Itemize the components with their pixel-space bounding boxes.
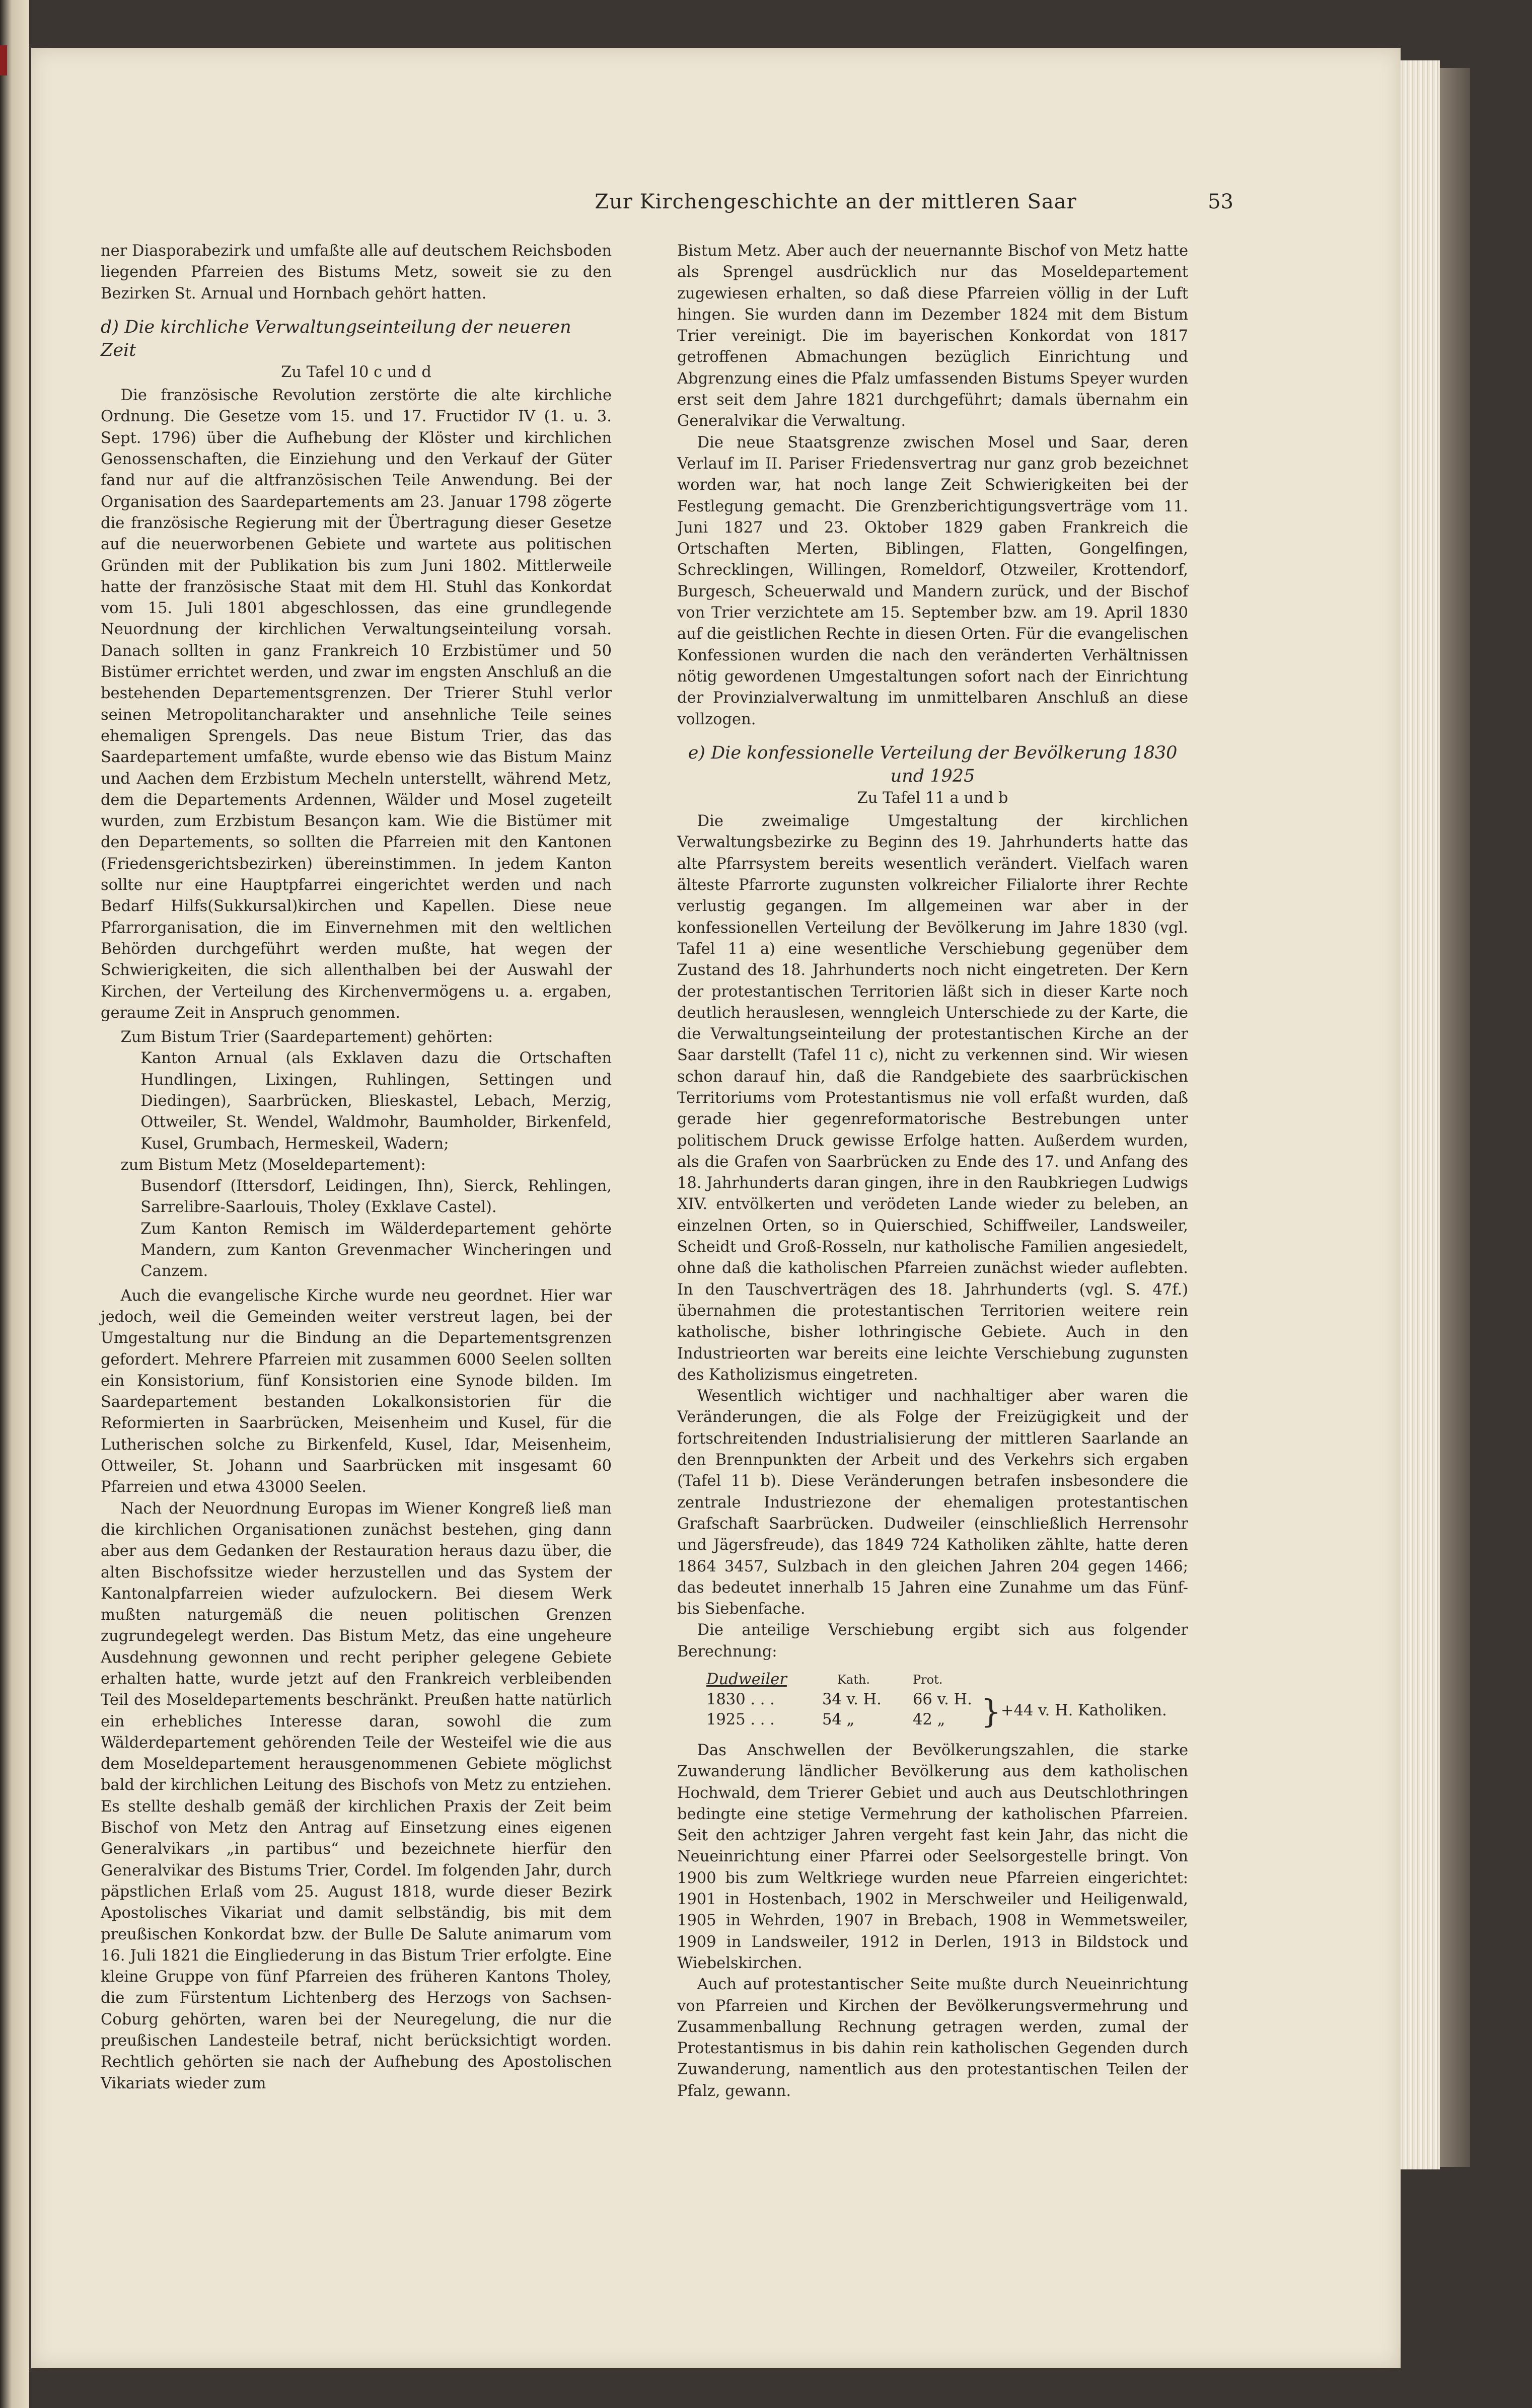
paragraph: Die französische Revolution zerstörte die alte kirchliche Ordnung. Die Gesetze vom 15. und 17. Fructidor IV (1. u. 3. Sept. 1796) über die Aufhebung der Klöster und kirchlichen Genossenschaften, die Einziehung und den Verkauf der Güter fand nur auf die altfranzösischen Teile Anwendung. Bei der Organisation des Saardepartements am 23. Januar 1798 zögerte die französische Regierung mit der Übertragung dieser Gesetze auf die neuerworbenen Gebiete und wartete aus politischen Gründen mit der Publikation bis zum Juni 1802. Mittlerweile hatte der französische Staat mit dem Hl. Stuhl das Konkordat vom 15. Juli 1801 abgeschlossen, das eine grundlegende Neuordnung der kirchlichen Verwaltungseinteilung vorsah. Danach sollten in ganz Frankreich 10 Erzbistümer und 50 Bistümer errichtet werden, und zwar im engsten Anschluß an die bestehenden Departementsgrenzen. Der Trierer Stuhl verlor seinen Metropolitancharakter und ansehnliche Teile seines ehemaligen Sprengels. Das neue Bistum Trier, das das Saardepartement umfaßte, wurde ebenso wie das Bistum Mainz und Aachen dem Erzbistum Mecheln unterstellt, während Metz, dem die Departements Ardennen, Wälder und Mosel zugeteilt wurden, zum Erzbistum Besançon kam. Wie die Bistümer mit den Departements, so sollten die Pfarreien mit den Kantonen (Friedensgerichtsbezirken) übereinstimmen. In jedem Kanton sollte nur eine Hauptpfarrei eingerichtet werden und nach Bedarf Hilfs(Sukkursal)kirchen und Kapellen. Diese neue Pfarrorganisation, die im Einvernehmen mit den weltlichen Behörden durchgeführt werden mußte, hat wegen der Schwierigkeiten, die sich allenthalben bei der Auswahl der Kirchen, der Verteilung des Kirchenvermögens u. a. ergaben, geraume Zeit in Anspruch genommen. [101,387,612,1022]
paragraph: Die neue Staatsgrenze zwischen Mosel und Saar, deren Verlauf im II. Pariser Friedensvertrag nur ganz grob bezeichnet worden war, hat noch lange Zeit Schwierigkeiten bei der Festlegung gemacht. Die Grenzberichtigungsverträge vom 11. Juni 1827 und 23. Oktober 1829 gaben Frankreich die Ortschaften Merten, Biblingen, Flatten, Gongelfingen, Schrecklingen, Willingen, Romeldorf, Otzweiler, Krottendorf, Burgesch, Scheuerwald und Mandern zurück, und der Bischof von Trier verzichtete am 15. September bzw. am 19. April 1830 auf die geistlichen Rechte in diesen Orten. Für die evangelischen Konfessionen wurden die nach den veränderten Verhältnissen nötig gewordenen Umgestaltungen sofort nach der Einrichtung der Provinzialverwaltung im unmittelbaren Anschluß an diese vollzogen. [677,433,1188,728]
list-item: Zum Kanton Remisch im Wälderdepartement gehörte Mandern, zum Kanton Grevenmacher Wincheringen und Canzem. [140,1220,612,1281]
paragraph: Die zweimalige Umgestaltung der kirchlichen Verwaltungsbezirke zu Beginn des 19. Jahrhunderts hatte das alte Pfarrsystem bereits wesentlich verändert. Vielfach waren älteste Pfarrorte zugunsten volkreicher Filialorte ihrer Rechte verlustig gegangen. Im allgemeinen war aber in der konfessionellen Verteilung der Bevölkerung im Jahre 1830 (vgl. Tafel 11 a) eine wesentliche Verschiebung gegenüber dem Zustand des 18. Jahrhunderts noch nicht eingetreten. Der Kern der protestantischen Territorien läßt sich in dieser Karte noch deutlich herauslesen, wenngleich Unterschiede zu der Karte, die die Verwaltungseinteilung der protestantischen Kirche an der Saar darstellt (Tafel 11 c), nicht zu verkennen sind. Wir wiesen schon darauf hin, daß die Randgebiete des saarbrückischen Territoriums vom Protestantismus nie voll erfaßt wurden, daß gerade hier gegenreformatorische Bestrebungen unter politischem Druck gewisse Erfolge hatten. Außerdem wurden, als die Grafen von Saarbrücken zu Ende des 17. und Anfang des 18. Jahrhunderts daran gingen, ihre in den Raubkriegen Ludwigs XIV. entvölkerten und verödeten Lande wieder zu beleben, an einzelnen Orten, so in Quierschied, Schiffweiler, Landsweiler, Scheidt und Groß-Rosseln, nur katholische Familien angesiedelt, ohne daß die katholischen Pfarreien zunächst wieder auflebten. In den Tauschverträgen des 18. Jahrhunderts (vgl. S. 47f.) übernahmen die protestantischen Territorien weitere rein katholische, bisher lothringische Gebiete. Auch in den Industrieorten war bereits eine leichte Verschiebung zugunsten des Katholizismus eingetreten. [677,812,1188,1384]
book-cover-edge [1440,68,1470,2167]
right-column [677,241,1188,2102]
table-prot: 66 v. H. [913,1691,972,1708]
table-col-prot: Prot. [913,1673,943,1687]
adjacent-page-edge [0,0,29,2408]
paragraph: Bistum Metz. Aber auch der neuernannte Bischof von Metz hatte als Sprengel ausdrücklich nur das Moseldepartement zugewiesen erhalten, so daß diese Pfarreien völlig in der Luft hingen. Sie wurden dann im Dezember 1824 mit dem Bistum Trier vereinigt. Die im bayerischen Konkordat von 1817 getroffenen Abmachungen bezüglich Einrichtung und Abgrenzung eines die Pfalz umfassenden Bistums Speyer wurden erst seit dem Jahre 1821 durchgeführt; damals übernahm ein Generalvikar die Verwaltung. [677,242,1188,430]
section-heading-e: e) Die konfessionelle Verteilung der Bevölkerung 1830 und 1925 [688,742,1178,786]
left-column [101,241,612,2094]
list-heading: zum Bistum Metz (Moseldepartement): [120,1156,426,1174]
list-item: Kanton Arnual (als Exklaven dazu die Ortschaften Hundlingen, Lixingen, Ruhlingen, Settingen und Diedingen), Saarbrücken, Blieskastel, Lebach, Merzig, Ottweiler, St. Wendel, Waldmohr, Baumholder, Birkenfeld, Kusel, Grumbach, Hermeskeil, Wadern; [140,1049,612,1153]
table-result: +44 v. H. Katholiken. [1001,1702,1167,1719]
paragraph: Auch auf protestantischer Seite mußte durch Neueinrichtung von Pfarreien und Kirchen der Bevölkerungsvermehrung und Zusammenballung Rechnung getragen werden, zumal der Protestantismus in bis dahin rein katholischen Gegenden durch Zuwanderung, namentlich aus den protestantischen Teilen der Pfalz, gewann. [677,1976,1188,2100]
paragraph: ner Diasporabezirk und umfaßte alle auf deutschem Reichsboden liegenden Pfarreien des Bistums Metz, soweit sie zu den Bezirken St. Arnual und Hornbach gehört hatten. [101,242,612,303]
section-subheading: Zu Tafel 11 a und b [857,789,1008,807]
page-number: 53 [1208,190,1233,213]
table-col-kath: Kath. [837,1673,870,1687]
paragraph: Nach der Neuordnung Europas im Wiener Kongreß ließ man die kirchlichen Organisationen zunächst bestehen, ging dann aber aus dem Gedanken der Restauration heraus dazu über, die alten Bischofssitze wieder herzustellen und das System der Kantonalpfarreien wieder aufzulockern. Bei diesem Werk mußten naturgemäß die neuen politischen Grenzen zugrundegelegt werden. Das Bistum Metz, das eine ungeheure Ausdehnung gewonnen und recht peripher gelegene Gebiete erhalten hatte, wurde jetzt auf den Frankreich verbleibenden Teil des Moseldepartements beschränkt. Preußen hatte natürlich ein erhebliches Interesse daran, sowohl die zum Wälderdepartement gehörenden Teile der Westeifel wie die aus dem Moseldepartement herausgenommenen Gebiete möglichst bald der kirchlichen Leitung des Bischofs von Metz zu entziehen. Es stellte deshalb gemäß der kirchlichen Praxis der Zeit beim Bischof von Metz den Antrag auf Einsetzung eines eigenen Generalvikars „in partibus“ und bezeichnete hierfür den Generalvikar des Bistums Trier, Cordel. Im folgenden Jahr, durch päpstlichen Erlaß vom 25. August 1818, wurde dieser Bezirk Apostolisches Vikariat und damit selbständig, bis mit dem preußischen Konkordat bzw. der Bulle De Salute animarum vom 16. Juli 1821 die Eingliederung in das Bistum Trier erfolgte. Eine kleine Gruppe von fünf Pfarreien des früheren Kantons Tholey, die zum Fürstentum Lichtenberg des Herzogs von Sachsen-Coburg gehörten, waren bei der Neuregelung, die nur die preußischen Landesteile betraf, nicht berücksichtigt worden. Rechtlich gehörten sie nach der Aufhebung des Apostolischen Vikariats wieder zum [101,1499,612,2092]
table-place: Dudweiler [706,1671,787,1688]
paragraph: Das Anschwellen der Bevölkerungszahlen, die starke Zuwanderung ländlicher Bevölkerung aus dem katholischen Hochwald, dem Trierer Gebiet und auch aus Deutschlothringen bedingte eine stetige Vermehrung der katholischen Pfarreien. Seit den achtziger Jahren vergeht fast kein Jahr, das nicht die Neueinrichtung einer Pfarrei oder Seelsorgestelle bringt. Von 1900 bis zum Weltkriege wurden neue Pfarreien eingerichtet: 1901 in Hostenbach, 1902 in Merschweiler und Heiligenwald, 1905 in Wehrden, 1907 in Brebach, 1908 in Wemmetsweiler, 1909 in Landsweiler, 1912 in Derlen, 1913 in Bildstock und Wiebelskirchen. [677,1742,1188,1972]
table-kath: 34 v. H. [822,1691,882,1708]
calculation-table [706,1670,1188,1730]
paragraph: Auch die evangelische Kirche wurde neu geordnet. Hier war jedoch, weil die Gemeinden weiter verstreut lagen, bei der Umgestaltung nur die Bindung an die Departementsgrenzen gefordert. Mehrere Pfarreien mit zusammen 6000 Seelen sollten ein Konsistorium, fünf Konsistorien eine Synode bilden. Im Saardepartement bestanden Lokalkonsistorien für die Reformierten in Saarbrücken, Meisenheim und Kusel, für die Lutherischen solche zu Birkenfeld, Kusel, Idar, Meisenheim, Ottweiler, St. Johann und Saarbrücken mit insgesamt 60 Pfarreien und etwa 43000 Seelen. [101,1287,612,1496]
table-header [706,1670,1188,1690]
binding-mark [0,45,7,76]
paragraph: Die anteilige Verschiebung ergibt sich aus folgender Berechnung: [677,1621,1188,1661]
list-heading: Zum Bistum Trier (Saardepartement) gehörten: [120,1028,493,1046]
table-prot: 42 „ [913,1711,945,1728]
paragraph: Wesentlich wichtiger und nachhaltiger aber waren die Veränderungen, die als Folge der Freizügigkeit und der fortschreitenden Industrialisierung der mittleren Saarlande an den Brennpunkten der Arbeit und des Verkehrs sich ergaben (Tafel 11 b). Diese Veränderungen betrafen insbesondere die zentrale Industriezone der ehemaligen protestantischen Grafschaft Saarbrücken. Dudweiler (einschließlich Herrensohr und Jägersfreude), das 1849 724 Katholiken zählte, hatte deren 1864 3457, Sulzbach in den gleichen Jahren 204 gegen 1466; das bedeutet innerhalb 15 Jahren eine Zunahme um das Fünf- bis Siebenfache. [677,1387,1188,1618]
section-subheading: Zu Tafel 10 c und d [281,363,431,381]
running-header: Zur Kirchengeschichte an der mittleren Saar [595,190,1077,213]
table-year: 1925 . . . [706,1711,775,1728]
table-kath: 54 „ [822,1711,855,1728]
list-item: Busendorf (Ittersdorf, Leidingen, Ihn), Sierck, Rehlingen, Sarrelibre-Saarlouis, Tholey (Exklave Castel). [140,1177,612,1217]
table-brace: } [981,1693,1001,1730]
section-heading-d: d) Die kirchliche Verwaltungseinteilung der neueren Zeit [101,317,571,360]
table-year: 1830 . . . [706,1691,775,1708]
